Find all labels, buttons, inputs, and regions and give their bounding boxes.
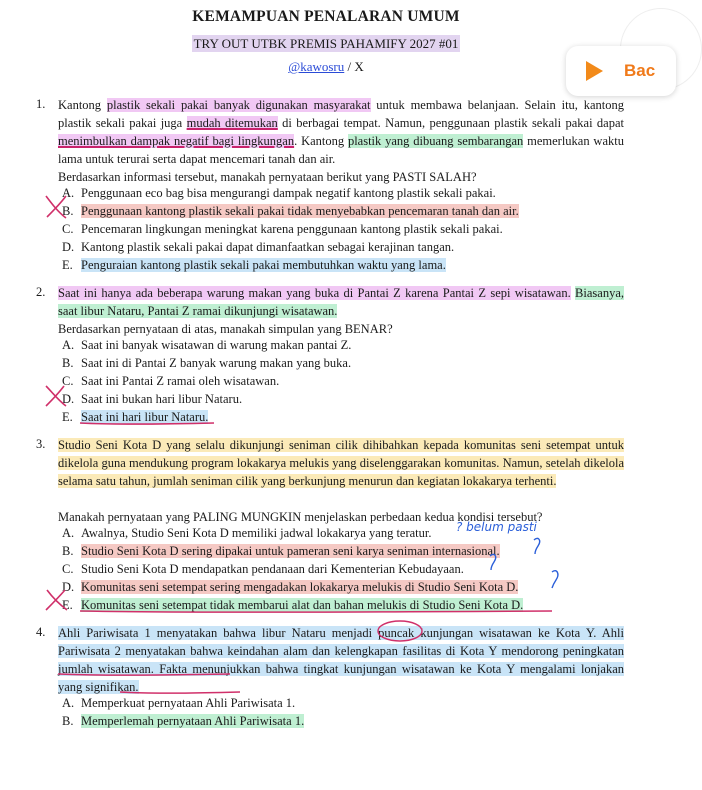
question-number: 3. — [36, 437, 46, 451]
play-icon[interactable] — [586, 61, 603, 81]
handwritten-note: ? belum pasti — [456, 520, 537, 534]
read-aloud-widget[interactable] — [566, 46, 676, 96]
option-3a[interactable]: A. Awalnya, Studio Seni Kota D memiliki jadwal lokakarya yang teratur. — [62, 526, 432, 540]
author-line: @kawosru / X — [288, 59, 364, 74]
question-1-text: Kantong plastik sekali pakai banyak digunakan masyarakat untuk membawa belanjaan. Selain itu, kantong plastik sekali pakai juga mudah ditemukan di berbagai tempat. Namun, penggunaan plastik sekali pakai dapat menimbulkan dampak negatif bagi lingkungan. Kantong plastik yang dibuang sembarangan memerlukan waktu lama untuk terurai serta dapat mencemari tanah dan air. — [58, 98, 624, 166]
option-2c[interactable]: C. Saat ini Pantai Z ramai oleh wisatawan. — [62, 374, 280, 388]
question-number: 2. — [36, 285, 46, 299]
option-2a[interactable]: A. Saat ini banyak wisatawan di warung makan pantai Z. — [62, 338, 352, 352]
question-1-prompt: Berdasarkan informasi tersebut, manakah pernyataan berikut yang PASTI SALAH? — [58, 170, 477, 184]
question-3-text: Studio Seni Kota D yang selalu dikunjungi seniman cilik dihibahkan kepada komunitas seni setempat untuk dikelola guna mendukung program lokakarya melukis yang diselenggarakan komunitas. Namun, setelah dikelola selama satu tahun, jumlah seniman cilik yang berkunjung menurun dan kegiatan lokakarya terhenti. — [58, 438, 624, 488]
option-3b[interactable]: B. Studio Seni Kota D sering dipakai untuk pameran seni karya seniman internasional. — [62, 544, 500, 558]
author-link[interactable]: @kawosru — [288, 59, 345, 74]
question-4-text: Ahli Pariwisata 1 menyatakan bahwa libur Nataru menjadi puncak kunjungan wisatawan ke Kota Y. Ahli Pariwisata 2 menyatakan bahwa keindahan alam dan kelengkapan fasilitas di Kota Y mendorong peningkatan jumlah wisatawan. Fakta menunjukkan bahwa tingkat kunjungan wisatawan ke Kota Y mengalami lonjakan yang signifikan. — [58, 626, 624, 694]
widget-label: Bac — [624, 61, 656, 80]
option-1d[interactable]: D. Kantong plastik sekali pakai dapat dimanfaatkan sebagai kerajinan tangan. — [62, 240, 455, 254]
option-1b[interactable]: B. Penggunaan kantong plastik sekali pakai tidak menyebabkan pencemaran tanah dan air. — [62, 204, 519, 218]
option-4b[interactable]: B. Memperlemah pernyataan Ahli Pariwisata 1. — [62, 714, 305, 728]
question-number: 4. — [36, 625, 46, 639]
question-mark-3d — [552, 571, 558, 588]
option-1e[interactable]: E. Penguraian kantong plastik sekali pakai membutuhkan waktu yang lama. — [62, 258, 446, 272]
option-3d[interactable]: D. Komunitas seni setempat sering mengadakan lokakarya melukis di Studio Seni Kota D. — [62, 580, 519, 594]
option-2b[interactable]: B. Saat ini di Pantai Z banyak warung makan yang buka. — [62, 356, 352, 370]
option-2e[interactable]: E. Saat ini hari libur Nataru. — [62, 410, 209, 424]
option-4a[interactable]: A. Memperkuat pernyataan Ahli Pariwisata 1. — [62, 696, 296, 710]
question-number: 1. — [36, 97, 46, 111]
document-title: KEMAMPUAN PENALARAN UMUM — [192, 8, 460, 25]
question-2-text: Saat ini hanya ada beberapa warung makan yang buka di Pantai Z karena Pantai Z sepi wisatawan. Biasanya, saat libur Nataru, Pantai Z ramai dikunjungi wisatawan. — [58, 286, 624, 318]
option-2d[interactable]: D. Saat ini bukan hari libur Nataru. — [62, 392, 243, 406]
option-1c[interactable]: C. Pencemaran lingkungan meningkat karena penggunaan kantong plastik sekali pakai. — [62, 222, 503, 236]
question-2-prompt: Berdasarkan pernyataan di atas, manakah simpulan yang BENAR? — [58, 322, 393, 336]
option-3e[interactable]: E. Komunitas seni setempat tidak membarui alat dan bahan melukis di Studio Seni Kota D. — [62, 598, 524, 612]
option-3c[interactable]: C. Studio Seni Kota D mendapatkan pendanaan dari Kementerian Kebudayaan. — [62, 562, 464, 576]
question-mark-3b — [534, 538, 540, 554]
option-1a[interactable]: A. Penggunaan eco bag bisa mengurangi dampak negatif kantong plastik sekali pakai. — [62, 186, 496, 200]
document-subtitle: TRY OUT UTBK PREMIS PAHAMIFY 2027 #01 — [193, 36, 459, 51]
question-3-prompt: Manakah pernyataan yang PALING MUNGKIN menjelaskan perbedaan kedua kondisi tersebut? — [58, 510, 543, 524]
